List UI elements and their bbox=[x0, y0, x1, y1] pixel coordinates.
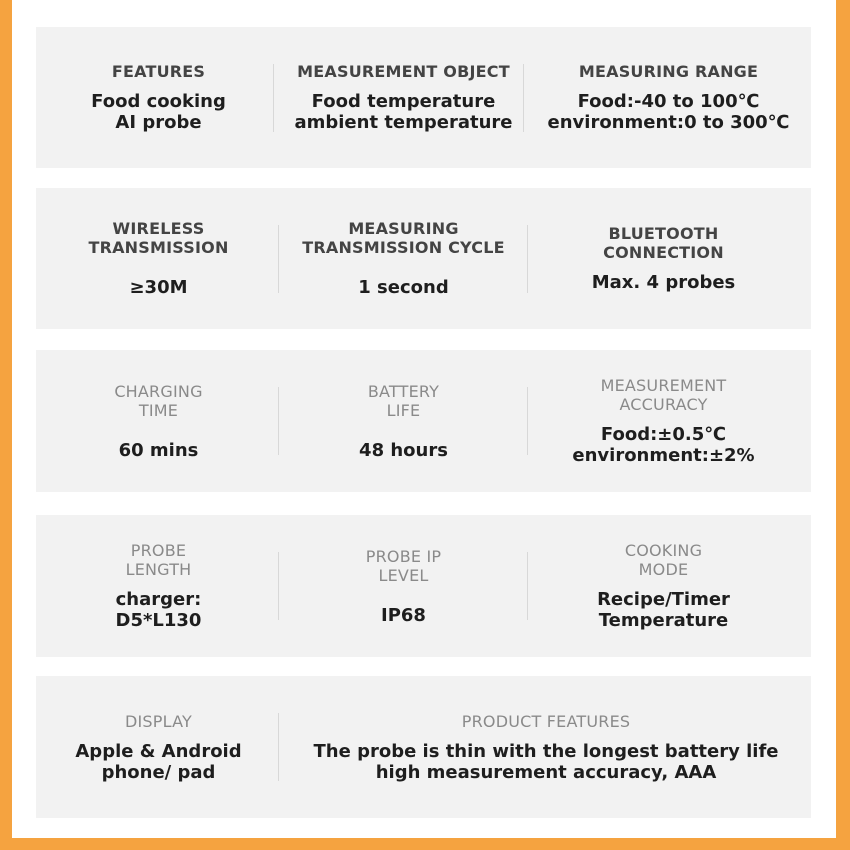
spec-label: BATTERY bbox=[367, 381, 440, 401]
spec-sheet bbox=[12, 0, 836, 838]
spec-value: ambient temperature bbox=[294, 112, 513, 133]
spec-cell-bluetooth-connection bbox=[526, 188, 801, 329]
spec-label: MEASURING bbox=[348, 219, 459, 238]
spec-label: PROBE bbox=[130, 541, 187, 560]
spec-cell-probe-ip-level bbox=[281, 515, 526, 657]
spec-label: CHARGING bbox=[114, 381, 203, 401]
spec-cell-wireless-transmission bbox=[36, 188, 281, 329]
spec-cell-probe-length bbox=[36, 515, 281, 657]
spec-value: 1 second bbox=[358, 277, 449, 298]
spec-value: Temperature bbox=[598, 610, 729, 631]
spec-value: Food:-40 to 100℃ bbox=[577, 91, 760, 112]
column-divider bbox=[523, 64, 524, 132]
spec-value: Food:±0.5℃ bbox=[600, 424, 727, 445]
spec-value: charger: bbox=[115, 589, 202, 610]
spec-label: TRANSMISSION bbox=[88, 238, 229, 257]
spec-value: ≥30M bbox=[129, 277, 188, 298]
spec-value: The probe is thin with the longest battery life bbox=[313, 740, 779, 762]
spec-row-4 bbox=[36, 515, 811, 657]
spec-value: D5*L130 bbox=[115, 610, 202, 631]
spec-value: phone/ pad bbox=[101, 761, 216, 783]
spec-cell-measuring-range bbox=[526, 27, 811, 168]
column-divider bbox=[278, 387, 279, 455]
spec-value: environment:±2% bbox=[572, 445, 755, 466]
spec-value: AI probe bbox=[115, 112, 202, 133]
spec-value: Recipe/Timer bbox=[597, 589, 730, 610]
spec-label: BLUETOOTH bbox=[608, 224, 719, 243]
spec-value: Food temperature bbox=[311, 91, 496, 112]
spec-cell-measurement-object bbox=[281, 27, 526, 168]
spec-label: CONNECTION bbox=[603, 243, 724, 262]
spec-label: MEASURING RANGE bbox=[578, 62, 759, 81]
spec-cell-cooking-mode bbox=[526, 515, 801, 657]
spec-cell-battery-life bbox=[281, 350, 526, 492]
spec-row-1 bbox=[36, 27, 811, 168]
spec-cell-transmission-cycle bbox=[281, 188, 526, 329]
spec-label: TRANSMISSION CYCLE bbox=[302, 238, 505, 257]
spec-value: high measurement accuracy, AAA bbox=[375, 761, 717, 783]
spec-label: LEVEL bbox=[378, 565, 429, 585]
spec-label: MEASUREMENT bbox=[600, 376, 727, 395]
column-divider bbox=[278, 713, 279, 781]
spec-label: FEATURES bbox=[111, 62, 206, 81]
spec-label: LIFE bbox=[386, 400, 421, 420]
spec-cell-features bbox=[36, 27, 281, 168]
spec-label: WIRELESS bbox=[112, 219, 205, 238]
spec-value: environment:0 to 300℃ bbox=[547, 112, 790, 133]
column-divider bbox=[278, 552, 279, 620]
spec-value: Max. 4 probes bbox=[591, 272, 736, 293]
spec-value: Apple & Android bbox=[75, 740, 242, 762]
spec-label: MEASUREMENT OBJECT bbox=[297, 62, 510, 81]
spec-row-2 bbox=[36, 188, 811, 329]
spec-cell-display bbox=[36, 676, 281, 818]
spec-label: ACCURACY bbox=[619, 395, 708, 414]
spec-label: MODE bbox=[638, 560, 689, 579]
spec-label: PROBE IP bbox=[365, 546, 442, 566]
spec-value: IP68 bbox=[381, 604, 426, 626]
spec-label: PRODUCT FEATURES bbox=[461, 711, 631, 731]
column-divider bbox=[273, 64, 274, 132]
spec-cell-product-features bbox=[281, 676, 811, 818]
spec-label: TIME bbox=[138, 400, 179, 420]
spec-row-5 bbox=[36, 676, 811, 818]
column-divider bbox=[278, 225, 279, 293]
spec-label: DISPLAY bbox=[124, 711, 192, 731]
spec-cell-charging-time bbox=[36, 350, 281, 492]
spec-label: COOKING bbox=[624, 541, 703, 560]
spec-label: LENGTH bbox=[125, 560, 192, 579]
spec-value: 48 hours bbox=[359, 439, 448, 461]
spec-value: Food cooking bbox=[91, 91, 226, 112]
spec-cell-measurement-accuracy bbox=[526, 350, 801, 492]
spec-row-3 bbox=[36, 350, 811, 492]
spec-value: 60 mins bbox=[118, 439, 199, 461]
